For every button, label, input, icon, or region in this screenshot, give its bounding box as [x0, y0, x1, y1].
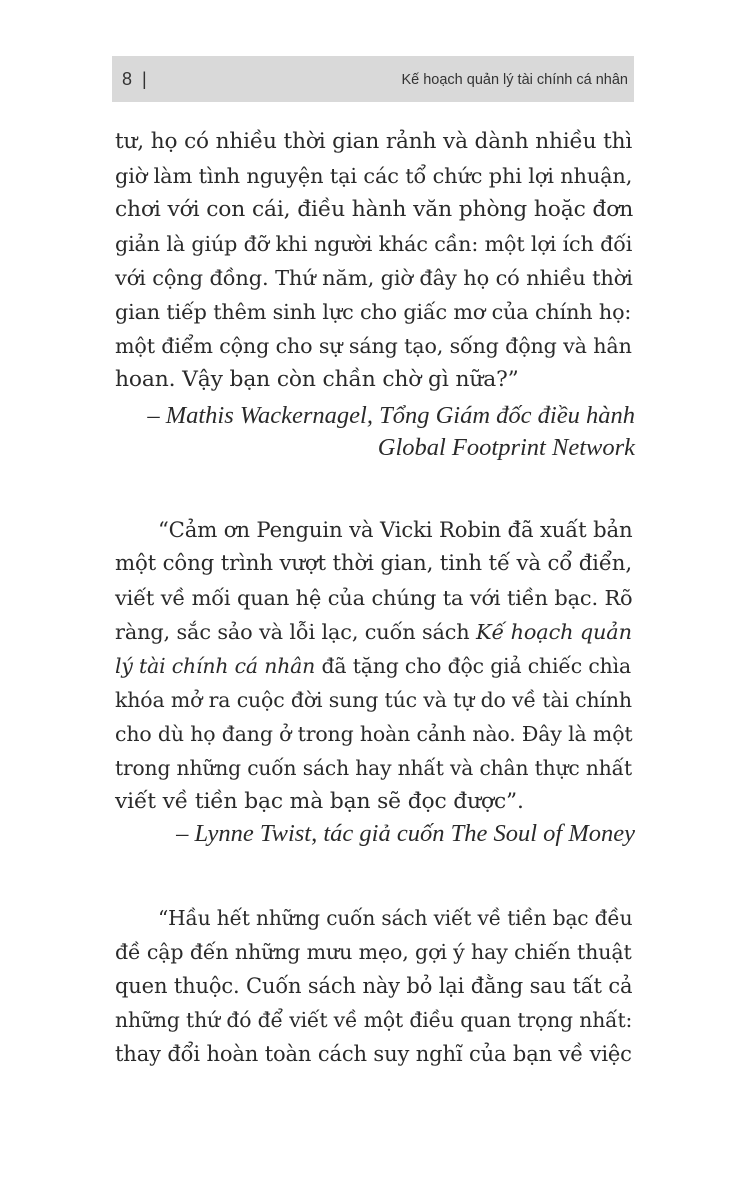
- quote-1-line: gian tiếp thêm sinh lực cho giấc mơ của chính họ:: [115, 300, 632, 324]
- quote-3-line: “Hầu hết những cuốn sách viết về tiền bạc đều: [158, 906, 633, 930]
- header-divider: |: [142, 69, 147, 89]
- page-number: 8: [122, 69, 133, 89]
- running-title: Kế hoạch quản lý tài chính cá nhân: [401, 72, 628, 88]
- quote-2-line: [115, 616, 635, 648]
- running-header: [112, 56, 634, 102]
- quote-3-line: những thứ đó để viết về một điều quan trọng nhất:: [115, 1008, 633, 1032]
- quote-1-line: giản là giúp đỡ khi người khác cần: một lợi ích đối: [115, 232, 633, 256]
- quote-1-line: với cộng đồng. Thứ năm, giờ đây họ có nhiều thời: [115, 266, 633, 290]
- quote-3-line: đề cập đến những mưu mẹo, gợi ý hay chiến thuật: [115, 940, 632, 964]
- quote-2-text: ràng, sắc sảo và lỗi lạc, cuốn sách: [115, 620, 477, 644]
- book-title: Kế hoạch quản: [476, 620, 632, 644]
- quote-1-line: một điểm cộng cho sự sáng tạo, sống động và hân: [115, 334, 632, 358]
- quote-2-line: một công trình vượt thời gian, tinh tế và cổ điển,: [115, 551, 632, 576]
- quote-2-attribution: – Lynne Twist, tác giả cuốn The Soul of Money: [176, 820, 635, 847]
- quote-3-line: quen thuộc. Cuốn sách này bỏ lại đằng sau tất cả: [115, 974, 633, 998]
- quote-1-attribution: – Mathis Wackernagel, Tổng Giám đốc điều hành: [147, 402, 635, 429]
- quote-3-line: thay đổi hoàn toàn cách suy nghĩ của bạn về việc: [115, 1041, 632, 1066]
- quote-1-line: hoan. Vậy bạn còn chần chờ gì nữa?”: [115, 367, 519, 392]
- quote-2-line: “Cảm ơn Penguin và Vicki Robin đã xuất bản: [158, 517, 633, 542]
- quote-2-text: đã tặng cho độc giả chiếc chìa: [315, 654, 631, 678]
- quote-2-line: trong những cuốn sách hay nhất và chân thực nhất: [115, 756, 632, 780]
- quote-2-line: viết về mối quan hệ của chúng ta với tiền bạc. Rõ: [115, 586, 633, 610]
- book-title: lý tài chính cá nhân: [115, 654, 316, 678]
- quote-2-line: cho dù họ đang ở trong hoàn cảnh nào. Đây là một: [115, 722, 633, 746]
- quote-1-line: giờ làm tình nguyện tại các tổ chức phi lợi nhuận,: [115, 164, 633, 188]
- quote-2-line: viết về tiền bạc mà bạn sẽ đọc được”.: [115, 789, 524, 814]
- quote-1-line: tư, họ có nhiều thời gian rảnh và dành nhiều thì: [115, 129, 633, 154]
- quote-1-line: chơi với con cái, điều hành văn phòng hoặc đơn: [115, 197, 634, 222]
- quote-2-line: khóa mở ra cuộc đời sung túc và tự do về tài chính: [115, 688, 632, 712]
- quote-1-attribution: Global Footprint Network: [377, 434, 635, 461]
- quote-2-line: [115, 650, 635, 682]
